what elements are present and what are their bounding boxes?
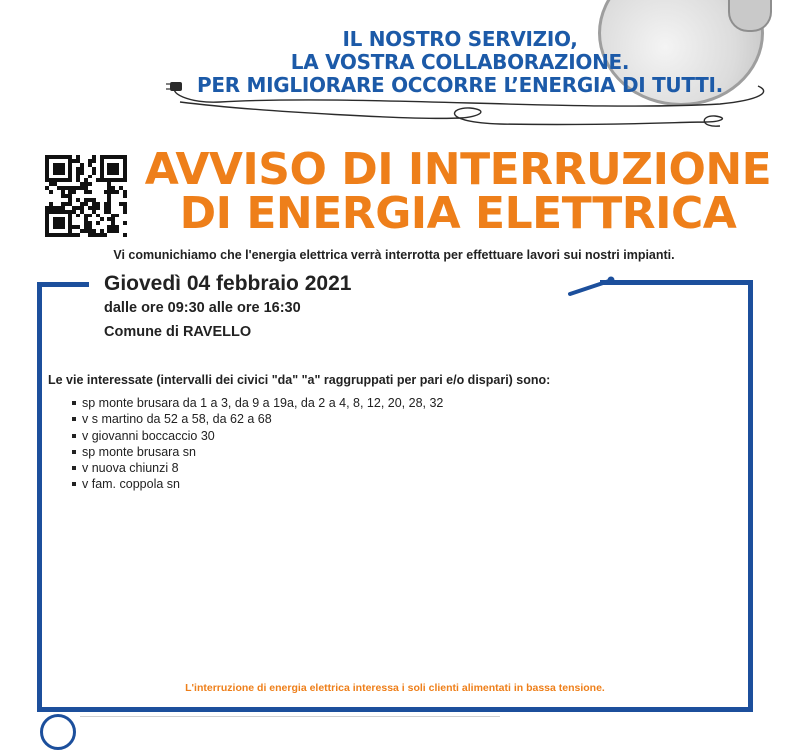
slogan-line-3: PER MIGLIORARE OCCORRE L’ENERGIA DI TUTTI. — [197, 73, 723, 97]
streets-list — [72, 395, 443, 493]
frame-left — [37, 282, 42, 712]
plug-icon — [166, 82, 182, 91]
qr-code-icon — [45, 155, 127, 237]
slogan-line-2: LA VOSTRA COLLABORAZIONE. — [290, 50, 630, 74]
wand-icon — [565, 268, 625, 298]
streets-label: Le vie interessate (intervalli dei civici "da" "a" raggruppati per pari e/o dispari) sono: — [48, 373, 551, 387]
comune-name: Comune di RAVELLO — [104, 324, 252, 340]
frame-top-left — [37, 282, 89, 287]
frame-bottom — [37, 707, 753, 712]
notice-title-line-2: DI ENERGIA ELETTRICA — [179, 188, 737, 239]
list-item: v nuova chiunzi 8 — [72, 460, 443, 476]
notice-title — [128, 144, 788, 239]
frame-right — [748, 280, 753, 712]
divider — [80, 716, 500, 717]
footer-note: L'interruzione di energia elettrica interessa i soli clienti alimentati in bassa tensione. — [185, 682, 605, 694]
list-item: sp monte brusara da 1 a 3, da 9 a 19a, da 2 a 4, 8, 12, 20, 28, 32 — [72, 395, 443, 411]
interruption-date: Giovedì 04 febbraio 2021 — [104, 272, 352, 295]
logo-icon — [40, 714, 76, 750]
slogan-line-1: IL NOSTRO SERVIZIO, — [342, 27, 578, 51]
list-item: sp monte brusara sn — [72, 444, 443, 460]
list-item: v s martino da 52 a 58, da 62 a 68 — [72, 411, 443, 427]
interruption-hours: dalle ore 09:30 alle ore 16:30 — [104, 300, 301, 316]
plug-cord-icon — [160, 82, 770, 142]
intro-text: Vi comunichiamo che l'energia elettrica verrà interrotta per effettuare lavori sui nostri impianti. — [113, 248, 675, 262]
notice-title-line-1: AVVISO DI INTERRUZIONE — [144, 144, 772, 195]
list-item: v giovanni boccaccio 30 — [72, 428, 443, 444]
list-item: v fam. coppola sn — [72, 476, 443, 492]
